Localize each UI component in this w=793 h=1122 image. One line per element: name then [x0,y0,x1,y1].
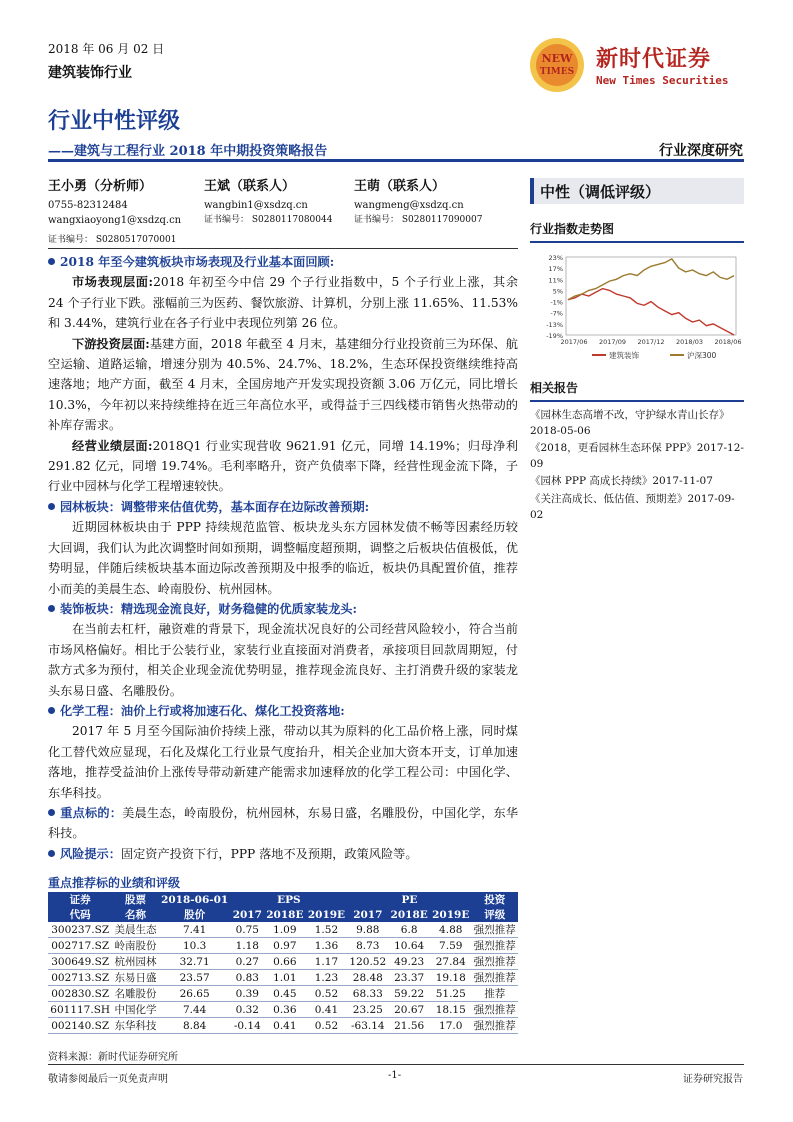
bullet-icon [48,605,55,612]
table-cell: 26.65 [159,986,231,1002]
table-cell: 强烈推荐 [472,1018,518,1034]
analyst-block [48,178,518,248]
table-cell: 强烈推荐 [472,970,518,986]
analyst-3-name: 王萌（联系人） [354,179,446,194]
table-cell: -0.14 [231,1018,265,1034]
analyst-3-email[interactable]: wangmeng@xsdzq.cn [354,200,464,211]
index-chart [530,251,744,371]
bullet-icon [48,707,55,714]
table-cell: 23.37 [388,970,430,986]
main-content [48,252,518,864]
th-pe: PE [347,892,471,907]
table-cell: 6.8 [388,922,430,938]
table-cell: 0.41 [306,1002,348,1018]
analyst-2-cert: 证书编号： S0280117080044 [204,215,333,225]
analyst-2-name: 王斌（联系人） [204,179,296,194]
legend-label-0: 建筑装饰 [609,351,639,360]
table-row [48,1018,518,1034]
company-logo [528,36,768,94]
table-cell: 002140.SZ [48,1018,112,1034]
bullet-icon [48,809,55,816]
table-cell: 强烈推荐 [472,938,518,954]
logo-mark-top: NEW [541,52,573,65]
table-row [48,938,518,954]
th-sub-8: 2019E [430,907,472,922]
th-sub-9: 评级 [472,907,518,922]
table-cell: 23.25 [347,1002,388,1018]
section-4-title: 化学工程：油价上行或将加速石化、煤化工投资落地: [48,701,518,721]
section-1-title: 2018 年至今建筑板块市场表现及行业基本面回顾: [48,252,518,272]
paragraph-investment: 下游投资层面:基建方面，2018 年截至 4 月末，基建细分行业投资前三为环保、航空运输、道路运输，增速分别为 40.5%、24.7%、18.2%，生态环保投资继续维持高速落地；地产方面，截至 4 月末，全国房地产开发实现投资额 3.06 万亿元，同比增长 10.3%，今年初以来持续维持在近三年高位水平，或得益于三四线楼市销售火热带动的补库存需求。 [48,336,518,433]
table-cell: 杭州园林 [112,954,158,970]
x-tick-label: 2018/06 [714,338,742,346]
table-cell: 9.88 [347,922,388,938]
table-cell: 32.71 [159,954,231,970]
table-cell: 300237.SZ [48,922,112,938]
stock-table [48,892,518,1034]
table-cell: 17.0 [430,1018,472,1034]
related-report-item[interactable]: 《2018，更看园林生态环保 PPP》2017-12-09 [530,442,744,470]
table-cell: 0.52 [306,986,348,1002]
table-cell: 8.73 [347,938,388,954]
header-divider [48,159,744,162]
table-cell: 002717.SZ [48,938,112,954]
related-title: 相关报告 [530,381,579,395]
related-report-item[interactable]: 《关注高成长、低估值、预期差》2017-09-02 [530,492,735,521]
key-targets: 重点标的：美晨生态，岭南股份，杭州园林，东易日盛，名雕股份，中国化学，东华科技。 [48,805,519,841]
x-tick-label: 2017/12 [637,338,665,346]
analyst-1-email[interactable]: wangxiaoyong1@xsdzq.cn [48,215,182,226]
paragraph-landscape: 近期园林板块由于 PPP 持续规范监管、板块龙头东方园林发债不畅等因素经历较大回调，我们认为此次调整时间如预期，调整幅度超预期，调整之后板块估值极低，优势明显，伴随后续板块基本面边际改善预期及中报季的临近，板块仍具配置价值，推荐小而美的美晨生态、岭南股份、杭州园林。 [48,520,518,596]
th-invest: 投资 [472,892,518,907]
y-tick-label: 23% [548,254,563,262]
table-cell: 东易日盛 [112,970,158,986]
related-list [530,408,744,523]
paragraph-market: 市场表现层面:2018 年初至今中信 29 个子行业指数中，5 个子行业上涨，其余 24 个子行业下跌。涨幅前三为医药、餐饮旅游、计算机，分别上涨 11.65%、11.53%和 3.44%，建筑行业在各子行业中表现位列第 26 位。 [48,275,519,331]
analyst-divider [48,248,518,249]
table-cell: 10.64 [388,938,430,954]
table-cell: 19.18 [430,970,472,986]
y-tick-label: 17% [548,265,563,274]
th-sub-4: 2018E [264,907,306,922]
table-cell: 美晨生态 [112,922,158,938]
logo-cn-text: 新时代证券 [596,46,712,72]
y-tick-label: -1% [550,298,563,307]
table-cell: -63.14 [347,1018,388,1034]
table-cell: 0.52 [306,1018,348,1034]
paragraph-chemical: 2017 年 5 月至今国际油价持续上涨，带动以其为原料的化工品价格上涨，同时煤化工替代效应显现，石化及煤化工行业景气度抬升，相关企业加大资本开支，订单加速落地，推荐受益油价上涨传导带动新建产能需求加速释放的化学工程公司：中国化学、东华科技。 [48,724,518,800]
paragraph-earnings: 经营业绩层面:2018Q1 行业实现营收 9621.91 亿元，同增 14.19%；归母净利 291.82 亿元，同增 19.74%。毛利率略升，资产负债率下降，经营性现金流下降，子行业中园林与化学工程增速较快。 [48,438,518,494]
table-cell: 岭南股份 [112,938,158,954]
table-cell: 18.15 [430,1002,472,1018]
table-cell: 4.88 [430,922,472,938]
analyst-1-phone: 0755-82312484 [48,200,128,211]
th-sub-5: 2019E [306,907,348,922]
th-sub-3: 2017 [231,907,265,922]
related-divider [530,400,744,402]
sector-name: 建筑装饰行业 [48,65,132,81]
table-cell: 002713.SZ [48,970,112,986]
th-sub-1: 名称 [112,907,158,922]
chart-frame [566,257,736,335]
analyst-2 [204,178,332,228]
y-tick-label: -13% [546,320,563,329]
rating-badge: 中性（调低评级） [530,178,744,204]
th-sub-0: 代码 [48,907,112,922]
table-header-row-1 [48,892,518,907]
table-cell: 1.18 [231,938,265,954]
table-cell: 强烈推荐 [472,954,518,970]
x-tick-label: 2017/09 [598,338,627,346]
table-cell: 59.22 [388,986,430,1002]
th-eps: EPS [231,892,348,907]
table-cell: 中国化学 [112,1002,158,1018]
bullet-icon [48,258,55,265]
table-cell: 51.25 [430,986,472,1002]
table-header-row-2 [48,907,518,922]
analyst-3-cert: 证书编号： S0280117090007 [354,215,483,225]
y-tick-label: 5% [552,287,563,296]
th-sub-7: 2018E [388,907,430,922]
table-cell: 120.52 [347,954,388,970]
y-tick-label: -19% [546,332,563,340]
legend-label-1: 沪深300 [687,351,717,360]
section-2-title: 园林板块：调整带来估值优势，基本面存在边际改善预期: [48,497,518,517]
related-report-item[interactable]: 《园林生态高增不改，守护绿水青山长存》2018-05-06 [530,409,730,437]
risk-warning: 风险提示：固定资产投资下行，PPP 落地不及预期，政策风险等。 [48,844,518,864]
table-cell: 0.66 [264,954,306,970]
bullet-icon [48,503,55,510]
table-cell: 300649.SZ [48,954,112,970]
footer-label: 证券研究报告 [683,1074,743,1085]
x-tick-label: 2018/03 [675,338,704,346]
paragraph-decoration: 在当前去杠杆，融资难的背景下，现金流状况良好的公司经营风险较小，符合当前市场风格偏好。相比于公装行业，家装行业直接面对消费者，承接项目回款周期短，付款方式多为预付，相关企业现金流优势明显，推荐现金流良好、主打消费升级的家装龙头东易日盛、名雕股份。 [48,622,518,698]
logo-mark-icon [528,36,586,94]
table-cell: 28.48 [347,970,388,986]
table-cell: 强烈推荐 [472,922,518,938]
table-row [48,922,518,938]
analyst-1 [48,178,181,228]
table-cell: 7.41 [159,922,231,938]
table-cell: 21.56 [388,1018,430,1034]
footer-disclaimer[interactable]: 敬请参阅最后一页免责声明 [48,1074,168,1085]
table-cell: 10.3 [159,938,231,954]
table-cell: 0.83 [231,970,265,986]
table-cell: 7.44 [159,1002,231,1018]
table-cell: 0.27 [231,954,265,970]
table-cell: 49.23 [388,954,430,970]
page-title: 行业中性评级 [48,108,181,134]
table-cell: 7.59 [430,938,472,954]
table-cell: 0.45 [264,986,306,1002]
report-date: 2018 年 06 月 02 日 [48,42,165,56]
table-row [48,1002,518,1018]
related-report-item[interactable]: 《园林 PPP 高成长持续》2017-11-07 [530,475,713,488]
table-cell: 1.36 [306,938,348,954]
table-row [48,954,518,970]
report-type: 行业深度研究 [659,143,743,159]
analyst-3 [354,178,482,228]
chart-divider [530,241,744,243]
section-3-title: 装饰板块：精选现金流良好，财务稳健的优质家装龙头: [48,599,518,619]
table-cell: 0.41 [264,1018,306,1034]
table-cell: 002830.SZ [48,986,112,1002]
page-number: -1- [388,1070,402,1081]
table-cell: 68.33 [347,986,388,1002]
table-cell: 0.32 [231,1002,265,1018]
th-code: 证券 [48,892,112,907]
table-source: 资料来源：新时代证券研究所 [48,1052,178,1063]
y-tick-label: -7% [550,309,563,318]
table-cell: 1.09 [264,922,306,938]
series-line-0 [568,289,734,335]
page-subtitle: ——建筑与工程行业 2018 年中期投资策略报告 [48,144,328,159]
th-date: 2018-06-01 [159,892,231,907]
table-cell: 1.52 [306,922,348,938]
chart-title: 行业指数走势图 [530,222,615,236]
table-cell: 20.67 [388,1002,430,1018]
table-row [48,970,518,986]
table-cell: 1.17 [306,954,348,970]
table-cell: 23.57 [159,970,231,986]
table-cell: 1.23 [306,970,348,986]
table-cell: 0.36 [264,1002,306,1018]
analyst-2-email[interactable]: wangbin1@xsdzq.cn [204,200,308,211]
table-cell: 601117.SH [48,1002,112,1018]
th-stock: 股票 [112,892,158,907]
table-cell: 0.97 [264,938,306,954]
bullet-icon [48,850,55,857]
footer-divider [48,1064,744,1065]
table-cell: 推荐 [472,986,518,1002]
sidebar [530,178,744,525]
table-row [48,986,518,1002]
table-cell: 27.84 [430,954,472,970]
table-cell: 1.01 [264,970,306,986]
analyst-1-name: 王小勇（分析师） [48,179,153,194]
table-cell: 0.75 [231,922,265,938]
table-cell: 0.39 [231,986,265,1002]
analyst-1-cert: 证书编号： S0280517070001 [48,235,177,245]
th-sub-6: 2017 [347,907,388,922]
table-title: 重点推荐标的业绩和评级 [48,876,181,890]
x-tick-label: 2017/06 [560,338,588,346]
table-cell: 名雕股份 [112,986,158,1002]
logo-en-text: New Times Securities [596,74,729,87]
index-chart-svg [530,251,744,371]
table-cell: 8.84 [159,1018,231,1034]
table-cell: 东华科技 [112,1018,158,1034]
y-tick-label: 11% [548,276,563,285]
th-sub-2: 股价 [159,907,231,922]
logo-mark-bottom: TIMES [539,67,575,77]
table-cell: 强烈推荐 [472,1002,518,1018]
